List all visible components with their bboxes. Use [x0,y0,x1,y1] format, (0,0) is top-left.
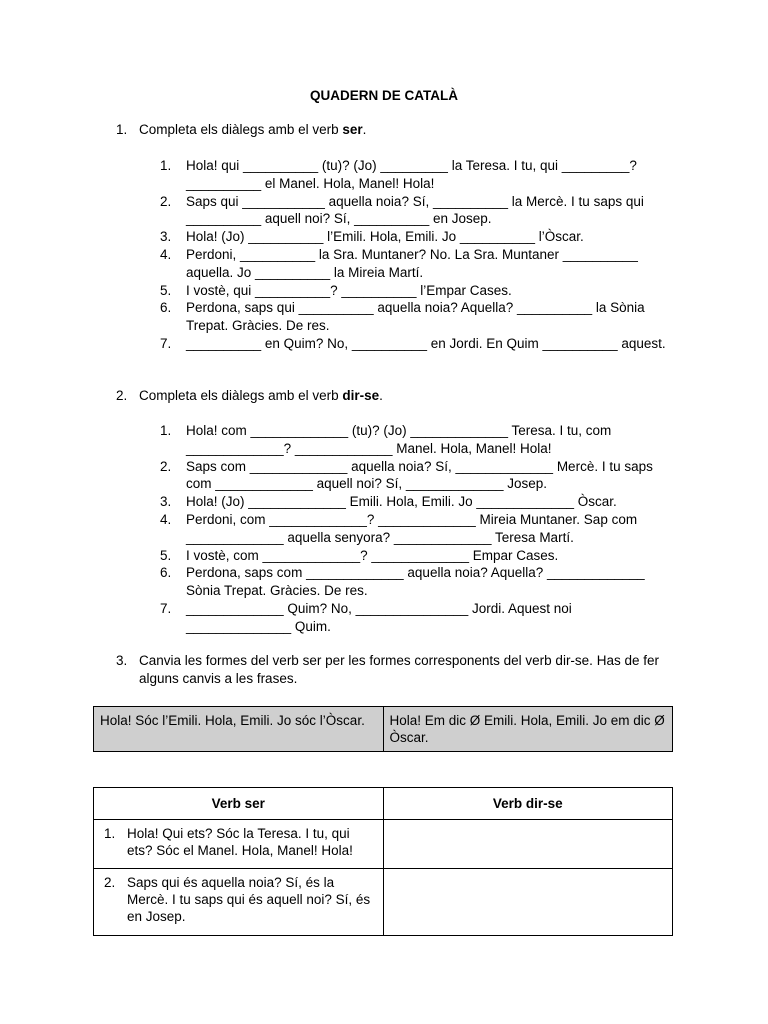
item-text: Hola! qui __________ (tu)? (Jo) _________ la Teresa. I tu, qui _________? __________ el Manel. Hola, Manel! Hola! [186,158,637,191]
target-verb: dir-se [342,388,380,403]
item-number: 4. [160,511,172,527]
item-text: I vostè, com _____________? _____________ Empar Cases. [186,547,559,563]
item-text: Hola! (Jo) _____________ Emili. Hola, Emili. Jo _____________ Òscar. [186,494,617,510]
list-item [160,282,670,300]
item-text: _____________ Quim? No, _______________ Jordi. Aquest noi ______________ Quim. [186,600,572,634]
item-number: 1. [160,158,172,173]
item-number: 5. [160,547,172,563]
exercise-number: 3. [116,653,128,668]
item-text: __________ en Quim? No, __________ en Jordi. En Quim __________ aquest. [186,335,666,351]
header-verb-ser: Verb ser [94,788,384,820]
row-number: 1. [104,826,116,841]
item-text: Perdoni, com _____________? _____________ Mireia Muntaner. Sap com _____________ aquella senyora? _____________ Teresa Martí. [186,511,638,545]
ser-sentence: Saps qui és aquella noia? Sí, és la Mercè. I tu saps qui és aquell noi? Sí, és en Josep. [127,875,371,924]
target-verb: ser [342,122,363,137]
list-item [160,193,670,229]
instruction-text: Completa els diàlegs amb el verb [139,122,343,137]
item-text: Perdona, saps qui __________ aquella noia? Aquella? __________ la Sònia Trepat. Gràcies. De res. [186,300,645,334]
list-item [160,157,670,193]
item-text: Perdona, saps com _____________ aquella noia? Aquella? _____________ Sònia Trepat. Gràcies. De res. [186,565,645,599]
item-number: 1. [160,423,172,438]
row-number: 2. [104,875,116,890]
item-number: 7. [160,335,172,351]
item-number: 6. [160,300,172,316]
item-text: Saps qui ___________ aquella noia? Sí, __________ la Mercè. I tu saps qui __________ aquell noi? Sí, __________ en Josep. [186,193,644,227]
list-item [160,422,670,458]
table-row [94,820,673,869]
item-text: Saps com _____________ aquella noia? Sí, _____________ Mercè. I tu saps com _____________ aquell noi? Sí, _____________ Josep. [186,458,653,492]
exercise-1-list [160,157,670,353]
item-number: 3. [160,494,172,510]
instruction-text: Completa els diàlegs amb el verb [139,388,343,403]
item-number: 5. [160,282,172,298]
exercise-2-instruction [116,387,676,405]
list-item [160,228,670,246]
page-title: QUADERN DE CATALÀ [310,88,458,103]
list-item [160,600,670,636]
example-ser: Hola! Sóc l’Emili. Hola, Emili. Jo sóc l’Òscar. [94,707,384,752]
example-table [93,706,673,752]
item-text: I vostè, qui __________? __________ l’Empar Cases. [186,282,512,298]
list-item [160,246,670,282]
ser-cell [94,869,384,936]
item-number: 3. [160,229,172,245]
list-item [160,458,670,494]
list-item [160,564,670,600]
item-number: 4. [160,246,172,262]
exercise-1-instruction [116,121,676,139]
item-number: 2. [160,193,172,209]
item-text: Hola! (Jo) __________ l’Emili. Hola, Emili. Jo __________ l’Òscar. [186,229,584,245]
item-text: Hola! com _____________ (tu)? (Jo) _____________ Teresa. I tu, com _____________? _____________ Manel. Hola, Manel! Hola! [186,423,612,456]
ser-sentence: Hola! Qui ets? Sóc la Teresa. I tu, qui ets? Sóc el Manel. Hola, Manel! Hola! [127,826,353,858]
example-dir-se: Hola! Em dic Ø Emili. Hola, Emili. Jo em dic Ø Òscar. [383,707,673,752]
answer-table [93,787,673,936]
header-verb-dir-se: Verb dir-se [383,788,673,820]
list-item [160,493,670,511]
list-item [160,299,670,335]
list-item [160,511,670,547]
table-header-row [94,788,673,820]
item-number: 2. [160,458,172,474]
exercise-3-instruction [116,652,676,688]
instruction-punct: . [379,388,383,403]
instruction-punct: . [362,122,367,137]
dir-se-answer-field[interactable] [383,820,673,869]
exercise-number: 2. [116,388,128,403]
item-text: Perdoni, __________ la Sra. Muntaner? No. La Sra. Muntaner __________ aquella. Jo __________ la Mireia Martí. [186,246,638,280]
item-number: 6. [160,565,172,581]
list-item [160,547,670,565]
item-number: 7. [160,600,172,616]
table-row [94,869,673,936]
list-item [160,335,670,353]
table-row [94,707,673,752]
exercise-2-list [160,422,670,636]
dir-se-answer-field[interactable] [383,869,673,936]
exercise-number: 1. [116,122,128,137]
instruction-text: Canvia les formes del verb ser per les formes corresponents del verb dir-se. Has de fer alguns canvis a les frases. [139,653,659,686]
ser-cell [94,820,384,869]
